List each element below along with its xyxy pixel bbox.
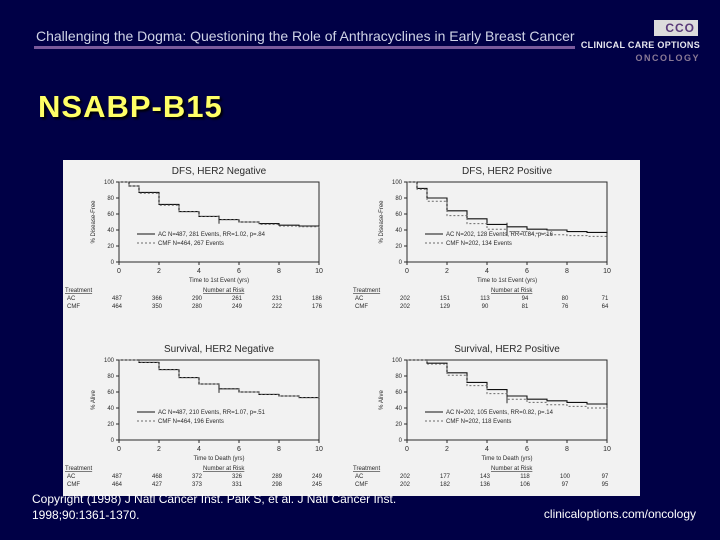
cco-logo-name: CLINICAL CARE OPTIONS xyxy=(580,40,700,50)
chart-4-risk-cell: 95 xyxy=(601,482,609,488)
chart-1-risk-header-treatment: Treatment xyxy=(65,288,93,294)
chart-3-risk-cell: 326 xyxy=(231,474,243,480)
chart-1-y-tick-label: 0 xyxy=(110,260,114,266)
chart-4-risk-cell: 143 xyxy=(479,474,491,480)
chart-3-risk-cell: 298 xyxy=(271,482,283,488)
chart-3-x-axis-label: Time to Death (yrs) xyxy=(193,456,245,462)
chart-3-x-tick-label: 4 xyxy=(197,446,201,453)
km-plots-svg xyxy=(63,160,640,496)
chart-2-y-tick-label: 0 xyxy=(398,260,402,266)
chart-3-x-tick-label: 8 xyxy=(277,446,281,453)
chart-2-y-tick-label: 100 xyxy=(391,180,402,186)
chart-1-x-tick-label: 10 xyxy=(315,268,323,275)
km-figure xyxy=(63,160,640,496)
chart-2-risk-header-number: Number at Risk xyxy=(491,288,533,294)
chart-1-x-tick-label: 0 xyxy=(117,268,121,275)
chart-1-risk-header-number: Number at Risk xyxy=(203,288,245,294)
chart-3-x-tick-label: 2 xyxy=(157,446,161,453)
chart-3-x-tick-label: 10 xyxy=(315,446,323,453)
chart-4-risk-header-treatment: Treatment xyxy=(353,466,381,472)
chart-1-risk-cell: 350 xyxy=(151,304,163,310)
chart-3-legend-label-2: CMF N=464, 196 Events xyxy=(158,419,224,425)
chart-2-y-axis-label: % Disease-Free xyxy=(379,200,385,244)
chart-4-x-axis-label: Time to Death (yrs) xyxy=(481,456,533,462)
chart-1-risk-cell: 487 xyxy=(111,296,123,302)
chart-2-risk-cell: 81 xyxy=(521,304,529,310)
chart-2-risk-cell: 76 xyxy=(561,304,569,310)
chart-1-risk-cell: 464 xyxy=(111,304,123,310)
chart-1-title: DFS, HER2 Negative xyxy=(171,166,267,177)
chart-1-risk-cell: 290 xyxy=(191,296,203,302)
chart-1-y-tick-label: 100 xyxy=(103,180,114,186)
cco-logo-subtitle: ONCOLOGY xyxy=(635,53,700,63)
chart-4-y-tick-label: 100 xyxy=(391,358,402,364)
chart-4-risk-cell: 97 xyxy=(561,482,569,488)
chart-3-risk-row-label: CMF xyxy=(67,482,80,488)
chart-4-y-tick-label: 20 xyxy=(395,422,402,428)
chart-2-risk-cell: 151 xyxy=(439,296,451,302)
chart-4-x-tick-label: 10 xyxy=(603,446,611,453)
chart-3-risk-header-number: Number at Risk xyxy=(203,466,245,472)
chart-3-risk-row-label: AC xyxy=(67,474,76,480)
chart-1-legend-label-1: AC N=487, 281 Events, RR=1.02, p=.84 xyxy=(158,232,265,238)
chart-4-risk-cell: 182 xyxy=(439,482,451,488)
chart-2-risk-cell: 202 xyxy=(399,304,411,310)
caption-line-2: 1998;90:1361-1370. xyxy=(32,508,140,522)
chart-3-risk-cell: 289 xyxy=(271,474,283,480)
chart-3-y-tick-label: 40 xyxy=(107,406,114,412)
chart-1-risk-cell: 176 xyxy=(311,304,323,310)
slide-title: NSABP-B15 xyxy=(38,89,223,124)
chart-2-risk-row-label: CMF xyxy=(355,304,368,310)
chart-2-risk-cell: 80 xyxy=(561,296,569,302)
chart-3-legend-label-1: AC N=487, 210 Events, RR=1.07, p=.51 xyxy=(158,410,265,416)
chart-1-risk-cell: 186 xyxy=(311,296,323,302)
chart-2-y-tick-label: 80 xyxy=(395,196,402,202)
chart-1-x-tick-label: 8 xyxy=(277,268,281,275)
chart-1-risk-cell: 231 xyxy=(271,296,283,302)
chart-1-x-tick-label: 4 xyxy=(197,268,201,275)
chart-3-y-tick-label: 20 xyxy=(107,422,114,428)
chart-1-y-tick-label: 80 xyxy=(107,196,114,202)
chart-2-risk-cell: 90 xyxy=(481,304,489,310)
chart-4-risk-cell: 202 xyxy=(399,474,411,480)
chart-2-risk-cell: 71 xyxy=(601,296,609,302)
chart-4-x-tick-label: 6 xyxy=(525,446,529,453)
chart-1-risk-cell: 366 xyxy=(151,296,163,302)
chart-1-x-tick-label: 6 xyxy=(237,268,241,275)
chart-2-legend-label-1: AC N=202, 128 Events, RR=0.84, p=.16 xyxy=(446,232,553,238)
chart-4-legend-label-1: AC N=202, 105 Events, RR=0.82, p=.14 xyxy=(446,410,553,416)
header-rule xyxy=(34,46,575,49)
chart-2-risk-cell: 94 xyxy=(521,296,529,302)
chart-3-y-axis-label: % Alive xyxy=(91,390,97,410)
chart-1-y-tick-label: 40 xyxy=(107,228,114,234)
chart-1-risk-cell: 222 xyxy=(271,304,283,310)
chart-3-risk-cell: 487 xyxy=(111,474,123,480)
chart-3-x-tick-label: 0 xyxy=(117,446,121,453)
chart-2-x-tick-label: 0 xyxy=(405,268,409,275)
chart-4-y-tick-label: 0 xyxy=(398,438,402,444)
chart-4-title: Survival, HER2 Positive xyxy=(454,344,560,355)
chart-3-y-tick-label: 60 xyxy=(107,390,114,396)
chart-3-risk-cell: 245 xyxy=(311,482,323,488)
chart-1-risk-cell: 249 xyxy=(231,304,243,310)
chart-4-legend-label-2: CMF N=202, 118 Events xyxy=(446,419,512,425)
chart-2-plot-frame xyxy=(407,182,607,262)
chart-1-y-tick-label: 60 xyxy=(107,212,114,218)
chart-4-y-axis-label: % Alive xyxy=(379,390,385,410)
chart-1-x-axis-label: Time to 1st Event (yrs) xyxy=(188,278,250,284)
chart-3-x-tick-label: 6 xyxy=(237,446,241,453)
chart-2-y-tick-label: 60 xyxy=(395,212,402,218)
chart-2-x-tick-label: 4 xyxy=(485,268,489,275)
chart-4-risk-cell: 177 xyxy=(439,474,451,480)
chart-4-risk-cell: 202 xyxy=(399,482,411,488)
chart-4-x-tick-label: 4 xyxy=(485,446,489,453)
chart-1-risk-cell: 261 xyxy=(231,296,243,302)
chart-4-risk-cell: 106 xyxy=(519,482,531,488)
copyright-caption xyxy=(32,491,492,523)
chart-3-risk-cell: 373 xyxy=(191,482,203,488)
chart-2-title: DFS, HER2 Positive xyxy=(461,166,553,177)
chart-2-y-tick-label: 40 xyxy=(395,228,402,234)
chart-1-legend-label-2: CMF N=464, 267 Events xyxy=(158,241,224,247)
cco-logo-mark: CCO xyxy=(654,20,698,36)
chart-2-risk-cell: 64 xyxy=(601,304,609,310)
chart-2-x-tick-label: 8 xyxy=(565,268,569,275)
chart-4-y-tick-label: 80 xyxy=(395,374,402,380)
chart-2-x-tick-label: 2 xyxy=(445,268,449,275)
chart-2-y-tick-label: 20 xyxy=(395,244,402,250)
chart-1-risk-row-label: CMF xyxy=(67,304,80,310)
chart-2-x-tick-label: 10 xyxy=(603,268,611,275)
chart-2-x-tick-label: 6 xyxy=(525,268,529,275)
chart-4-risk-row-label: AC xyxy=(355,474,364,480)
header-title: Challenging the Dogma: Questioning the Role of Anthracyclines in Early Breast Cancer xyxy=(36,28,575,44)
chart-3-risk-cell: 331 xyxy=(231,482,243,488)
chart-3-y-tick-label: 0 xyxy=(110,438,114,444)
chart-3-title: Survival, HER2 Negative xyxy=(163,344,275,355)
chart-2-risk-header-treatment: Treatment xyxy=(353,288,381,294)
chart-2-risk-row-label: AC xyxy=(355,296,364,302)
chart-1-y-axis-label: % Disease-Free xyxy=(91,200,97,244)
chart-4-y-tick-label: 40 xyxy=(395,406,402,412)
chart-2-risk-cell: 202 xyxy=(399,296,411,302)
chart-4-risk-cell: 118 xyxy=(520,474,530,480)
chart-2-risk-cell: 129 xyxy=(439,304,451,310)
site-url: clinicaloptions.com/oncology xyxy=(543,507,696,521)
chart-1-x-tick-label: 2 xyxy=(157,268,161,275)
chart-3-risk-cell: 464 xyxy=(111,482,123,488)
chart-3-risk-cell: 249 xyxy=(311,474,323,480)
chart-4-risk-row-label: CMF xyxy=(355,482,368,488)
chart-3-y-tick-label: 100 xyxy=(103,358,114,364)
chart-4-risk-cell: 136 xyxy=(479,482,491,488)
chart-4-y-tick-label: 60 xyxy=(395,390,402,396)
chart-4-x-tick-label: 8 xyxy=(565,446,569,453)
chart-4-risk-cell: 100 xyxy=(559,474,571,480)
chart-2-legend-label-2: CMF N=202, 134 Events xyxy=(446,241,512,247)
chart-2-risk-cell: 113 xyxy=(480,296,490,302)
cco-logo xyxy=(570,18,700,68)
chart-1-risk-cell: 280 xyxy=(191,304,203,310)
chart-3-risk-cell: 427 xyxy=(151,482,163,488)
chart-3-plot-frame xyxy=(119,360,319,440)
chart-3-y-tick-label: 80 xyxy=(107,374,114,380)
chart-4-x-tick-label: 2 xyxy=(445,446,449,453)
chart-2-x-axis-label: Time to 1st Event (yrs) xyxy=(476,278,538,284)
chart-4-risk-cell: 97 xyxy=(601,474,609,480)
chart-3-risk-cell: 468 xyxy=(151,474,163,480)
chart-3-risk-header-treatment: Treatment xyxy=(65,466,93,472)
chart-1-risk-row-label: AC xyxy=(67,296,76,302)
chart-3-risk-cell: 372 xyxy=(191,474,203,480)
chart-4-x-tick-label: 0 xyxy=(405,446,409,453)
caption-line-1: Copyright (1998) J Natl Cancer Inst. Paik S, et al. J Natl Cancer Inst. xyxy=(32,492,397,506)
chart-1-y-tick-label: 20 xyxy=(107,244,114,250)
chart-4-risk-header-number: Number at Risk xyxy=(491,466,533,472)
